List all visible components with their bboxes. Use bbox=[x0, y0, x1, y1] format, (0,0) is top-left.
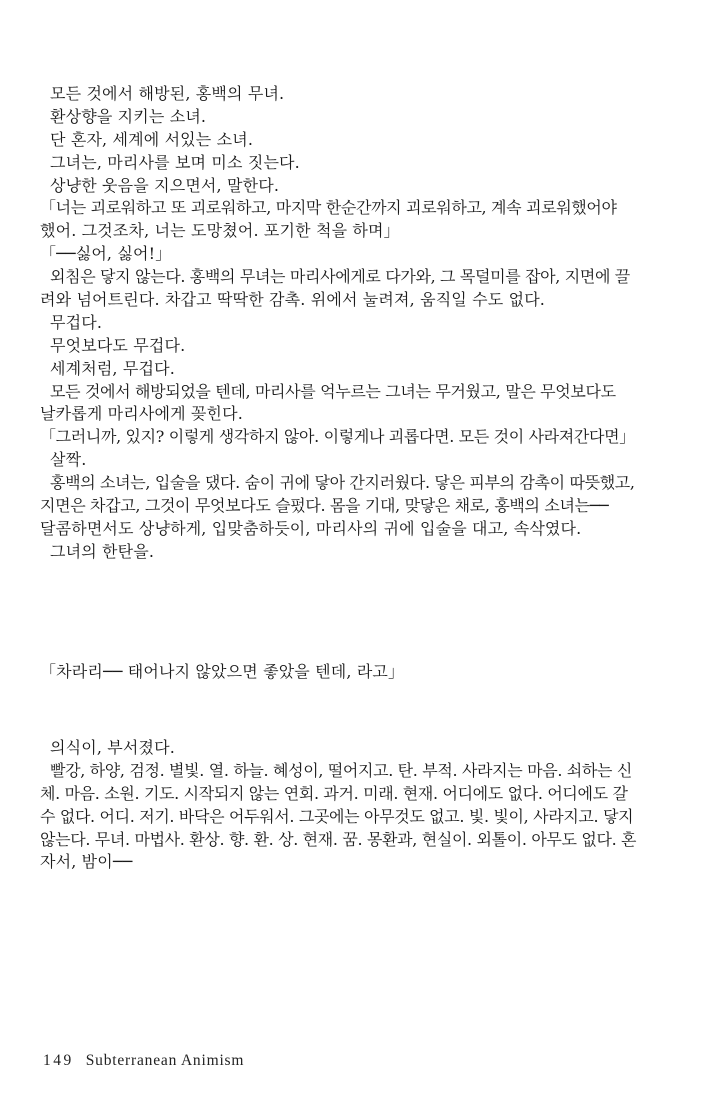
body-text-block-1 bbox=[40, 83, 705, 564]
paragraph-line: 체. 마음. 소원. 기도. 시작되지 않는 연회. 과거. 미래. 현재. 어디에도 없다. 어디에도 갈 bbox=[40, 783, 628, 803]
dialogue-line: 「그러니까, 있지? 이렇게 생각하지 않아. 이렇게나 괴롭다면. 모든 것이 사라져간다면」 bbox=[40, 427, 635, 447]
paragraph-line: 모든 것에서 해방된, 홍백의 무녀. bbox=[50, 84, 285, 103]
paragraph-line: 상냥한 웃음을 지으면서, 말한다. bbox=[50, 175, 280, 195]
paragraph-line: 홍백의 소녀는, 입술을 댔다. 숨이 귀에 닿아 간지러웠다. 닿은 피부의 감촉이 따뜻했고, bbox=[50, 473, 635, 493]
quote-line: 「차라리── 태어나지 않았으면 좋았을 텐데, 라고」 bbox=[40, 662, 405, 681]
paragraph-line: 달콤하면서도 상냥하게, 입맞춤하듯이, 마리사의 귀에 입술을 대고, 속삭였다. bbox=[40, 518, 582, 538]
paragraph-line: 않는다. 무녀. 마법사. 환상. 향. 환. 상. 현재. 꿈. 몽환과, 현실이. 외톨이. 아무도 없다. 혼 bbox=[40, 829, 637, 849]
paragraph-line: 그녀의 한탄을. bbox=[50, 541, 155, 561]
paragraph-line: 살짝. bbox=[50, 450, 87, 470]
paragraph-line: 의식이, 부서졌다. bbox=[50, 738, 175, 757]
body-text-block-2 bbox=[40, 737, 705, 874]
paragraph-line: 무겁다. bbox=[50, 312, 103, 332]
paragraph-line: 자서, 밤이── bbox=[40, 852, 133, 872]
dialogue-line: 「──싫어, 싫어!」 bbox=[40, 244, 172, 264]
dialogue-line: 「너는 괴로워하고 또 괴로워하고, 마지막 한순간까지 괴로워하고, 계속 괴로워했어야 bbox=[40, 198, 617, 218]
paragraph-line: 수 없다. 어디. 저기. 바닥은 어두워서. 그곳에는 아무것도 없고. 빛. 빛이, 사라지고. 닿지 bbox=[40, 806, 634, 826]
book-title: Subterranean Animism bbox=[85, 1052, 245, 1069]
paragraph-line: 세계처럼, 무겁다. bbox=[50, 358, 175, 378]
paragraph-line: 외침은 닿지 않는다. 홍백의 무녀는 마리사에게로 다가와, 그 목덜미를 잡아, 지면에 끌 bbox=[50, 267, 630, 287]
paragraph-line: 단 혼자, 세계에 서있는 소녀. bbox=[50, 129, 254, 149]
paragraph-line: 지면은 차갑고, 그것이 무엇보다도 슬펐다. 몸을 기대, 맞닿은 채로, 홍백의 소녀는── bbox=[40, 496, 609, 516]
quote-block bbox=[40, 661, 705, 684]
paragraph-line: 무엇보다도 무겁다. bbox=[50, 335, 186, 355]
page-number: 149 bbox=[43, 1052, 74, 1069]
paragraph-line: 환상향을 지키는 소녀. bbox=[50, 106, 207, 126]
paragraph-line: 모든 것에서 해방되었을 텐데, 마리사를 억누르는 그녀는 무거웠고, 말은 무엇보다도 bbox=[50, 381, 616, 401]
paragraph-line: 빨강, 하양, 검정. 별빛. 열. 하늘. 혜성이, 떨어지고. 탄. 부적. 사라지는 마음. 쇠하는 신 bbox=[50, 760, 632, 780]
paragraph-line: 려와 넘어트린다. 차갑고 딱딱한 감촉. 위에서 눌려져, 움직일 수도 없다. bbox=[40, 290, 546, 310]
paragraph-line: 날카롭게 마리사에게 꽂힌다. bbox=[40, 404, 243, 424]
dialogue-line: 했어. 그것조차, 너는 도망쳤어. 포기한 척을 하며」 bbox=[40, 221, 400, 241]
paragraph-line: 그녀는, 마리사를 보며 미소 짓는다. bbox=[50, 152, 300, 172]
page-footer bbox=[43, 1052, 244, 1070]
